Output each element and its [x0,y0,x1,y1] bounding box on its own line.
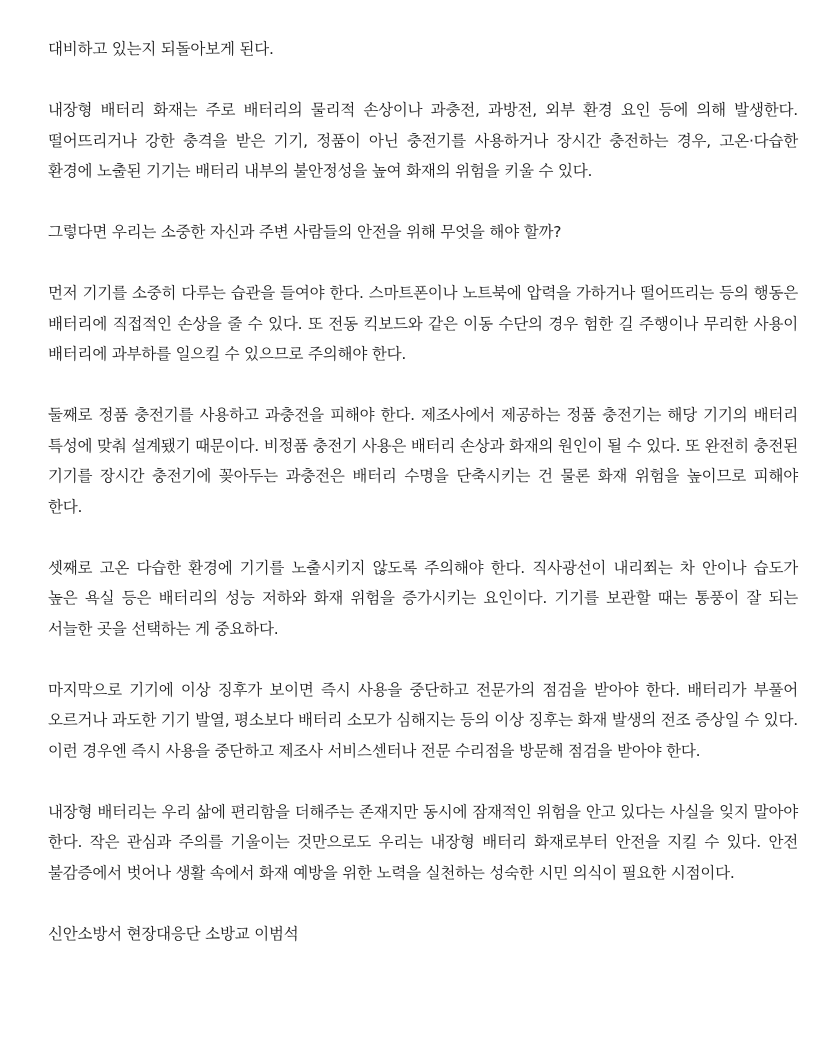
article-paragraph: 대비하고 있는지 되돌아보게 된다. [48,40,274,58]
article-paragraph: 내장형 배터리 화재는 주로 배터리의 물리적 손상이나 과충전, 과방전, 외부 환경 요인 등에 의해 발생한다. 떨어뜨리거나 강한 충격을 받은 기기, 정품이 아닌 충전기를 사용하거나 장시간 충전하는 경우, 고온·다습한 환경에 노출된 기기는 배터리 내부의 불안정성을 높여 화재의 위험을 키울 수 있다. [48,101,798,180]
article-paragraph: 그렇다면 우리는 소중한 자신과 주변 사람들의 안전을 위해 무엇을 해야 할까? [48,223,562,241]
article-paragraph: 내장형 배터리는 우리 삶에 편리함을 더해주는 존재지만 동시에 잠재적인 위험을 안고 있다는 사실을 잊지 말아야 한다. 작은 관심과 주의를 기울이는 것만으로도 우리는 내장형 배터리 화재로부터 안전을 지킬 수 있다. 안전 불감증에서 벗어나 생활 속에서 화재 예방을 위한 노력을 실천하는 성숙한 시민 의식이 필요한 시점이다. [48,802,798,882]
author-signature: 신안소방서 현장대응단 소방교 이범석 [48,924,299,943]
article-paragraph: 셋째로 고온 다습한 환경에 기기를 노출시키지 않도록 주의해야 한다. 직사광선이 내리쬐는 차 안이나 습도가 높은 욕실 등은 배터리의 성능 저하와 화재 위험을 증가시키는 요인이다. 기기를 보관할 때는 통풍이 잘 되는 서늘한 곳을 선택하는 게 중요하다. [48,558,798,638]
article-paragraph: 먼저 기기를 소중히 다루는 습관을 들여야 한다. 스마트폰이나 노트북에 압력을 가하거나 떨어뜨리는 등의 행동은 배터리에 직접적인 손상을 줄 수 있다. 또 전동 킥보드와 같은 이동 수단의 경우 험한 길 주행이나 무리한 사용이 배터리에 과부하를 일으킬 수 있으므로 주의해야 한다. [48,284,798,363]
article-body [48,34,798,949]
article-paragraph: 둘째로 정품 충전기를 사용하고 과충전을 피해야 한다. 제조사에서 제공하는 정품 충전기는 해당 기기의 배터리 특성에 맞춰 설계됐기 때문이다. 비정품 충전기 사용은 배터리 손상과 화재의 원인이 될 수 있다. 또 완전히 충전된 기기를 장시간 충전기에 꽂아두는 과충전은 배터리 수명을 단축시키는 건 물론 화재 위험을 높이므로 피해야 한다. [48,406,798,516]
article-paragraph: 마지막으로 기기에 이상 징후가 보이면 즉시 사용을 중단하고 전문가의 점검을 받아야 한다. 배터리가 부풀어 오르거나 과도한 기기 발열, 평소보다 배터리 소모가 심해지는 등의 이상 징후는 화재 발생의 전조 증상일 수 있다. 이런 경우엔 즉시 사용을 중단하고 제조사 서비스센터나 전문 수리점을 방문해 점검을 받아야 한다. [48,680,798,760]
